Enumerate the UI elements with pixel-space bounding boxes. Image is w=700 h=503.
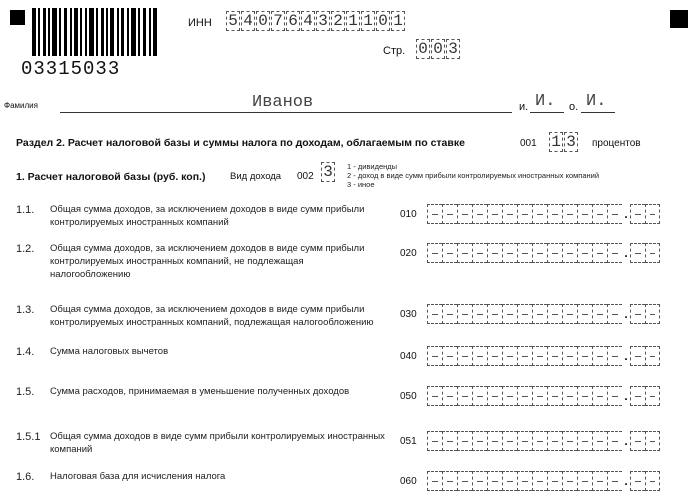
inn-digit-cell: 0 <box>256 11 270 31</box>
amount-rubles-cell <box>517 431 532 451</box>
amount-rubles-cell <box>517 386 532 406</box>
decimal-point: . <box>624 207 628 221</box>
amount-rubles-cell <box>472 386 487 406</box>
amount-kopecks-cell <box>630 243 645 263</box>
amount-rubles-cell <box>457 431 472 451</box>
amount-rubles-cell <box>607 471 622 491</box>
amount-rubles-cell <box>532 386 547 406</box>
rate-field[interactable] <box>549 132 579 152</box>
surname-label: Фамилия <box>4 101 38 110</box>
amount-rubles-cell <box>517 243 532 263</box>
amount-rubles-cell <box>577 471 592 491</box>
amount-rubles-cell <box>457 243 472 263</box>
page-digit-cell: 0 <box>416 39 430 59</box>
amount-rubles-cell <box>577 386 592 406</box>
amount-rubles-cell <box>442 243 457 263</box>
row-number: 1.5.1 <box>16 431 41 443</box>
page-digit-cell: 0 <box>431 39 445 59</box>
inn-digit-cell: 1 <box>361 11 375 31</box>
row-description: Общая сумма доходов, за исключением доходов в виде сумм прибыли контролируемых иностранных компаний <box>50 204 365 228</box>
amount-rubles-cell <box>562 431 577 451</box>
name-value[interactable]: И. <box>535 92 556 111</box>
row-description: Общая сумма доходов в виде сумм прибыли контролируемых иностранных компаний <box>50 431 385 455</box>
rate-digit-cell: 1 <box>549 132 563 152</box>
amount-rubles-cell <box>472 431 487 451</box>
amount-rubles-cell <box>532 304 547 324</box>
inn-digit-cell: 7 <box>271 11 285 31</box>
amount-kopecks-cell <box>630 204 645 224</box>
inn-digit-cell: 1 <box>346 11 360 31</box>
section-title: Раздел 2. Расчет налоговой базы и суммы налога по доходам, облагаемым по ставке <box>16 137 465 149</box>
corner-marker <box>670 10 688 28</box>
subsection-title: 1. Расчет налоговой базы (руб. коп.) <box>16 171 206 183</box>
patronymic-label: о. <box>569 101 579 113</box>
amount-rubles-cell <box>502 243 517 263</box>
amount-field[interactable] <box>427 430 660 452</box>
amount-kopecks-cell <box>645 243 660 263</box>
row-code: 050 <box>400 391 417 402</box>
amount-rubles-cell <box>517 204 532 224</box>
amount-kopecks-cell <box>645 346 660 366</box>
amount-rubles-cell <box>547 346 562 366</box>
row-number: 1.2. <box>16 243 35 255</box>
amount-rubles-cell <box>592 243 607 263</box>
amount-rubles-cell <box>457 346 472 366</box>
amount-rubles-cell <box>562 346 577 366</box>
inn-digit-cell: 4 <box>301 11 315 31</box>
amount-rubles-cell <box>562 204 577 224</box>
row-description: Общая сумма доходов, за исключением доходов в виде сумм прибыли контролируемых иностранных компаний, подлежащая налогообложению <box>50 304 374 328</box>
amount-rubles-cell <box>592 346 607 366</box>
amount-rubles-cell <box>532 243 547 263</box>
amount-rubles-cell <box>472 204 487 224</box>
amount-rubles-cell <box>577 243 592 263</box>
amount-rubles-cell <box>547 204 562 224</box>
amount-rubles-cell <box>532 204 547 224</box>
amount-rubles-cell <box>472 304 487 324</box>
amount-kopecks-cell <box>630 346 645 366</box>
amount-rubles-cell <box>562 243 577 263</box>
inn-digit-cell: 2 <box>331 11 345 31</box>
row-description: Сумма расходов, принимаемая в уменьшение полученных доходов <box>50 386 350 397</box>
amount-rubles-cell <box>442 304 457 324</box>
row-code: 040 <box>400 351 417 362</box>
amount-kopecks-cell <box>630 386 645 406</box>
row-code: 051 <box>400 436 417 447</box>
amount-kopecks-cell <box>645 386 660 406</box>
income-type-label: Вид дохода <box>230 171 282 182</box>
income-type-field[interactable] <box>321 162 336 182</box>
amount-rubles-cell <box>607 304 622 324</box>
amount-rubles-cell <box>562 386 577 406</box>
row-number: 1.1. <box>16 204 35 216</box>
row-number: 1.4. <box>16 346 35 358</box>
decimal-point: . <box>624 434 628 448</box>
amount-rubles-cell <box>502 346 517 366</box>
amount-kopecks-cell <box>645 304 660 324</box>
decimal-point: . <box>624 246 628 260</box>
amount-rubles-cell <box>427 471 442 491</box>
name-label: и. <box>519 101 529 113</box>
amount-rubles-cell <box>427 346 442 366</box>
row-number: 1.5. <box>16 386 35 398</box>
amount-kopecks-cell <box>645 204 660 224</box>
amount-rubles-cell <box>562 471 577 491</box>
amount-rubles-cell <box>532 431 547 451</box>
amount-kopecks-cell <box>630 431 645 451</box>
inn-field[interactable] <box>226 11 406 31</box>
amount-rubles-cell <box>607 386 622 406</box>
amount-rubles-cell <box>577 346 592 366</box>
amount-field[interactable] <box>427 470 660 492</box>
amount-rubles-cell <box>517 471 532 491</box>
income-type-option: 3 - иное <box>347 180 375 189</box>
amount-rubles-cell <box>487 471 502 491</box>
amount-rubles-cell <box>577 204 592 224</box>
amount-rubles-cell <box>592 431 607 451</box>
amount-rubles-cell <box>607 431 622 451</box>
amount-rubles-cell <box>427 204 442 224</box>
income-type-option: 1 - дивиденды <box>347 162 398 171</box>
amount-rubles-cell <box>607 243 622 263</box>
row-description: Общая сумма доходов, за исключением доходов в виде сумм прибыли контролируемых иностранных компаний, не подлежащая налогообложению <box>50 243 365 280</box>
inn-label: ИНН <box>188 17 212 29</box>
row-code: 060 <box>400 476 417 487</box>
inn-digit-cell: 6 <box>286 11 300 31</box>
amount-rubles-cell <box>472 471 487 491</box>
row-code: 020 <box>400 248 417 259</box>
barcode-number: 03315033 <box>21 58 121 80</box>
amount-rubles-cell <box>592 471 607 491</box>
amount-rubles-cell <box>427 431 442 451</box>
amount-rubles-cell <box>577 431 592 451</box>
amount-rubles-cell <box>607 346 622 366</box>
amount-kopecks-cell <box>645 431 660 451</box>
amount-kopecks-cell <box>630 471 645 491</box>
amount-rubles-cell <box>442 386 457 406</box>
rate-suffix: процентов <box>592 138 641 149</box>
amount-rubles-cell <box>547 386 562 406</box>
amount-rubles-cell <box>547 471 562 491</box>
inn-digit-cell: 3 <box>316 11 330 31</box>
row-description: Налоговая база для исчисления налога <box>50 471 226 482</box>
amount-field[interactable] <box>427 242 660 264</box>
amount-rubles-cell <box>532 471 547 491</box>
amount-field[interactable] <box>427 303 660 325</box>
amount-rubles-cell <box>487 386 502 406</box>
amount-rubles-cell <box>487 304 502 324</box>
amount-rubles-cell <box>547 304 562 324</box>
amount-rubles-cell <box>562 304 577 324</box>
amount-rubles-cell <box>442 204 457 224</box>
amount-rubles-cell <box>592 304 607 324</box>
amount-rubles-cell <box>457 304 472 324</box>
amount-field[interactable] <box>427 345 660 367</box>
decimal-point: . <box>624 307 628 321</box>
decimal-point: . <box>624 389 628 403</box>
amount-rubles-cell <box>487 243 502 263</box>
income-type-options <box>347 162 599 189</box>
amount-rubles-cell <box>502 386 517 406</box>
amount-rubles-cell <box>577 304 592 324</box>
amount-rubles-cell <box>607 204 622 224</box>
barcode <box>10 8 158 58</box>
inn-digit-cell: 1 <box>391 11 405 31</box>
amount-rubles-cell <box>442 471 457 491</box>
amount-rubles-cell <box>487 346 502 366</box>
amount-rubles-cell <box>502 304 517 324</box>
amount-rubles-cell <box>442 431 457 451</box>
amount-field[interactable] <box>427 385 660 407</box>
amount-kopecks-cell <box>645 471 660 491</box>
decimal-point: . <box>624 349 628 363</box>
page-label: Стр. <box>383 45 406 57</box>
amount-rubles-cell <box>502 204 517 224</box>
row-code: 010 <box>400 209 417 220</box>
name-line <box>530 112 564 113</box>
amount-rubles-cell <box>517 346 532 366</box>
amount-rubles-cell <box>427 304 442 324</box>
amount-rubles-cell <box>487 204 502 224</box>
amount-rubles-cell <box>427 243 442 263</box>
amount-rubles-cell <box>592 204 607 224</box>
inn-digit-cell: 5 <box>226 11 240 31</box>
rate-digit-cell: 3 <box>564 132 578 152</box>
amount-rubles-cell <box>487 431 502 451</box>
inn-digit-cell: 4 <box>241 11 255 31</box>
amount-rubles-cell <box>457 386 472 406</box>
row-number: 1.6. <box>16 471 35 483</box>
amount-rubles-cell <box>532 346 547 366</box>
patronymic-line <box>581 112 615 113</box>
amount-rubles-cell <box>472 346 487 366</box>
page-field[interactable] <box>416 39 461 59</box>
decimal-point: . <box>624 474 628 488</box>
row-description: Сумма налоговых вычетов <box>50 346 169 357</box>
income-type-option: 2 - доход в виде сумм прибыли контролируемых иностранных компаний <box>347 171 600 180</box>
surname-line <box>60 112 512 113</box>
row-number: 1.3. <box>16 304 35 316</box>
amount-rubles-cell <box>547 431 562 451</box>
amount-rubles-cell <box>457 471 472 491</box>
amount-rubles-cell <box>472 243 487 263</box>
income-type-cell: 3 <box>321 162 335 182</box>
amount-rubles-cell <box>457 204 472 224</box>
inn-digit-cell: 0 <box>376 11 390 31</box>
amount-rubles-cell <box>517 304 532 324</box>
amount-field[interactable] <box>427 203 660 225</box>
patronymic-value[interactable]: И. <box>586 92 607 111</box>
amount-rubles-cell <box>592 386 607 406</box>
rate-code: 001 <box>520 138 537 149</box>
income-type-code: 002 <box>297 171 314 182</box>
page-digit-cell: 3 <box>446 39 460 59</box>
row-code: 030 <box>400 309 417 320</box>
surname-value[interactable]: Иванов <box>252 93 314 112</box>
amount-rubles-cell <box>442 346 457 366</box>
amount-rubles-cell <box>502 471 517 491</box>
amount-rubles-cell <box>547 243 562 263</box>
amount-kopecks-cell <box>630 304 645 324</box>
amount-rubles-cell <box>502 431 517 451</box>
amount-rubles-cell <box>427 386 442 406</box>
